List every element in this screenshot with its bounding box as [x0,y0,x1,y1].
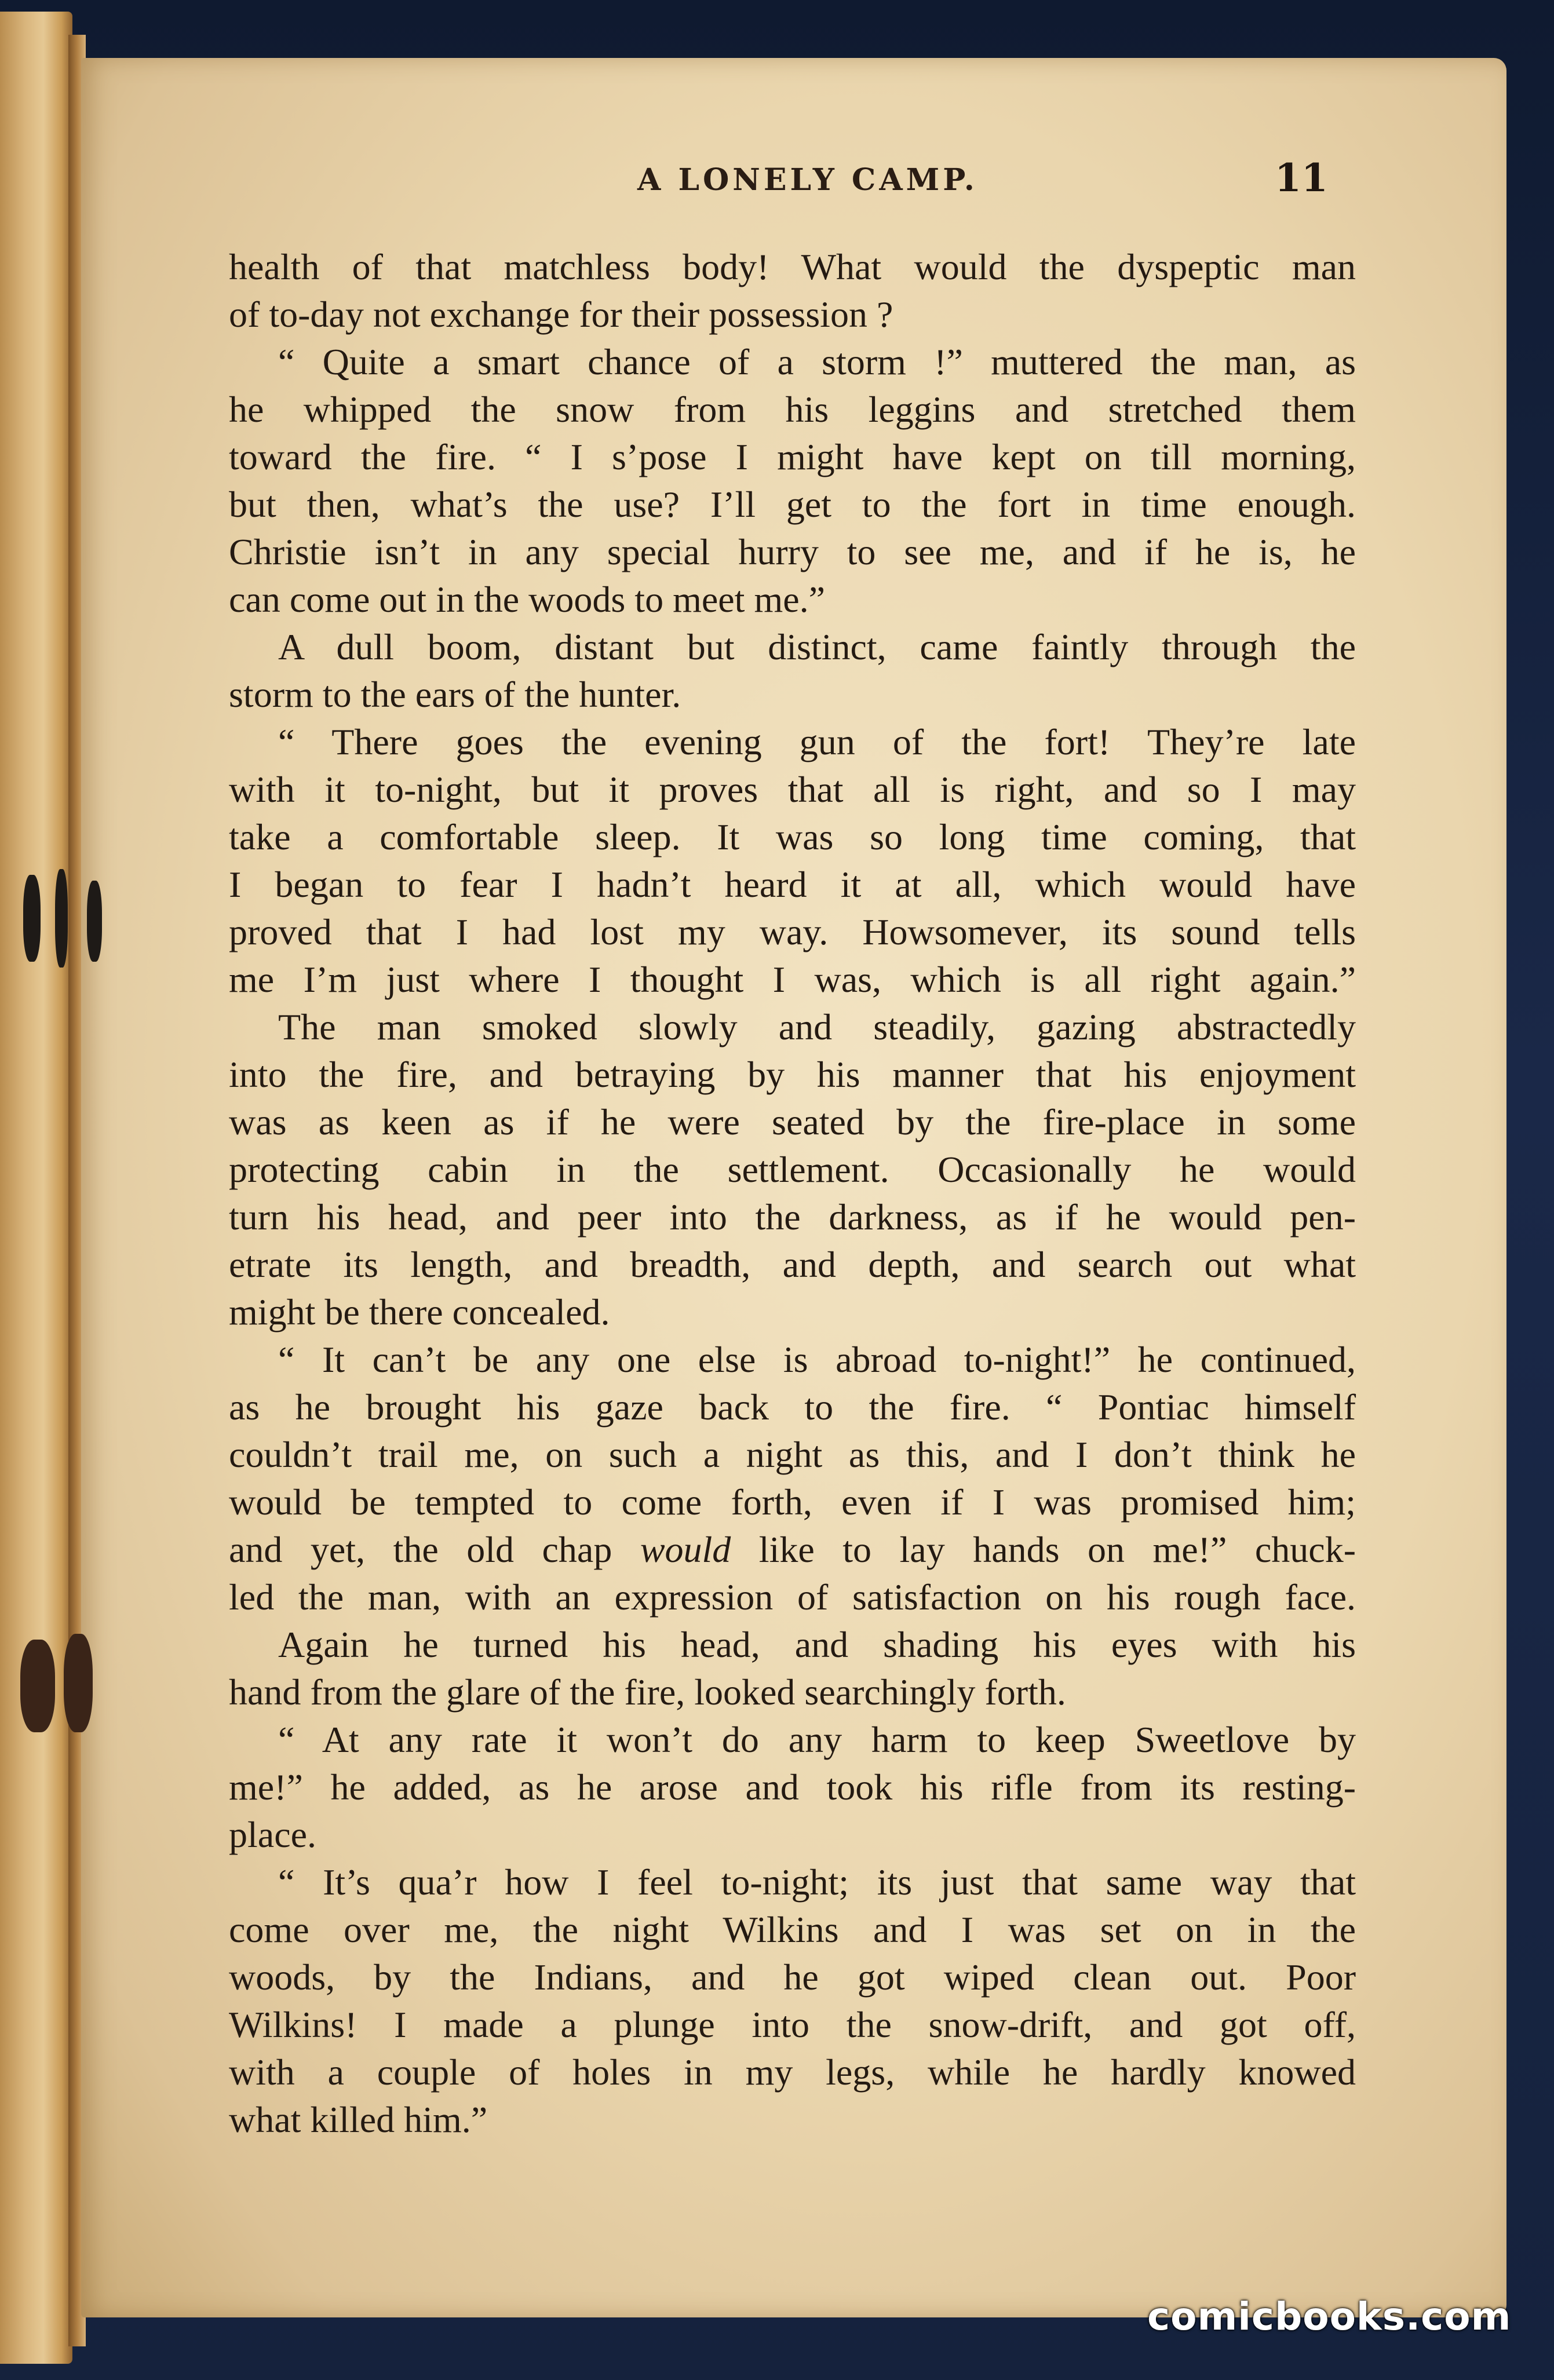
body-text [229,243,1356,2155]
text-line: led the man, with an expression of satisfaction on his rough face. [229,1576,1356,1618]
running-head-title: A LONELY CAMP. [637,162,978,198]
binding-hole [64,1634,93,1732]
text-line: health of that matchless body! What would the dyspeptic man [229,246,1356,287]
binding-hole [23,875,41,962]
text-line: me I’m just where I thought I was, which is all right again.” [229,959,1356,1000]
text-line: turn his head, and peer into the darkness, as if he would pen- [229,1196,1356,1238]
text-line: “ It’s qua’r how I feel to-night; its just that same way that [278,1861,1356,1903]
page-number: 11 [1275,155,1328,200]
text-line: “ There goes the evening gun of the fort! They’re late [278,721,1356,762]
text-line: “ It can’t be any one else is abroad to-night!” he continued, [278,1339,1356,1380]
binding-hole [20,1640,55,1732]
text-line: was as keen as if he were seated by the fire-place in some [229,1101,1356,1142]
text-line: he whipped the snow from his leggins and stretched them [229,389,1356,430]
binding-hole [55,869,68,968]
italic-word: would [640,1529,731,1570]
text-line: might be there concealed. [229,1291,610,1333]
text-line: with a couple of holes in my legs, while he hardly knowed [229,2052,1356,2093]
text-line: “ Quite a smart chance of a storm !” muttered the man, as [278,341,1356,382]
text-line: what killed him.” [229,2099,488,2140]
text-line: of to-day not exchange for their possession ? [229,294,893,335]
text-line: with it to-night, but it proves that all is right, and so I may [229,769,1356,810]
text-segment: and yet, the old chap [229,1529,640,1570]
running-head [0,145,1554,200]
text-line: The man smoked slowly and steadily, gazing abstractedly [278,1006,1356,1047]
text-line: woods, by the Indians, and he got wiped clean out. Poor [229,1956,1356,1998]
text-line: proved that I had lost my way. Howsomever, its sound tells [229,911,1356,952]
text-line: me!” he added, as he arose and took his rifle from its resting- [229,1766,1356,1808]
text-line: into the fire, and betraying by his manner that his enjoyment [229,1054,1356,1095]
text-line: I began to fear I hadn’t heard it at all, which would have [229,864,1356,905]
text-line: Christie isn’t in any special hurry to see me, and if he is, he [229,531,1356,572]
text-line: come over me, the night Wilkins and I was set on in the [229,1909,1356,1950]
text-line: take a comfortable sleep. It was so long time coming, that [229,816,1356,857]
text-line: as he brought his gaze back to the fire. “ Pontiac himself [229,1386,1356,1428]
text-line: can come out in the woods to meet me.” [229,579,826,620]
text-line: would be tempted to come forth, even if I was promised him; [229,1481,1356,1523]
binding-holes [12,869,99,1738]
text-line: protecting cabin in the settlement. Occasionally he would [229,1149,1356,1190]
text-line: A dull boom, distant but distinct, came faintly through the [278,626,1356,667]
text-line [229,1526,1356,1574]
text-line: Again he turned his head, and shading his eyes with his [278,1624,1356,1665]
watermark: comicbooks.com [1147,2294,1512,2339]
text-line: etrate its length, and breadth, and depth, and search out what [229,1244,1356,1285]
text-line: place. [229,1814,316,1855]
text-segment: like to lay hands on me!” chuck- [731,1529,1356,1570]
text-line: hand from the glare of the fire, looked searchingly forth. [229,1671,1066,1713]
text-line: Wilkins! I made a plunge into the snow-drift, and got off, [229,2004,1356,2045]
text-line: but then, what’s the use? I’ll get to the fort in time enough. [229,484,1356,525]
text-line: couldn’t trail me, on such a night as this, and I don’t think he [229,1434,1356,1475]
binding-hole [87,881,102,962]
text-line: storm to the ears of the hunter. [229,674,681,715]
text-line: “ At any rate it won’t do any harm to keep Sweetlove by [278,1719,1356,1760]
text-line: toward the fire. “ I s’pose I might have kept on till morning, [229,436,1356,477]
